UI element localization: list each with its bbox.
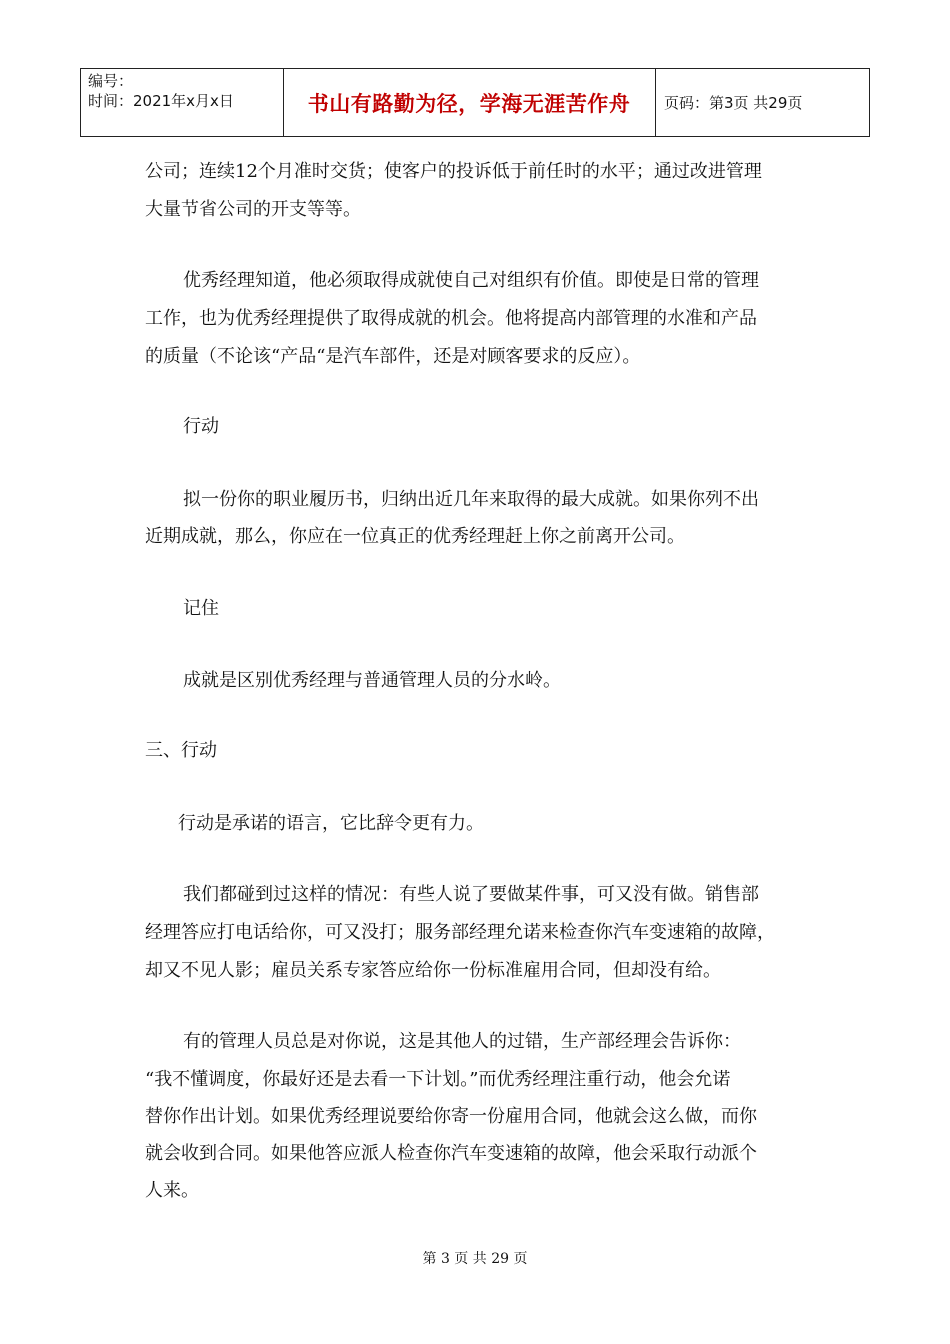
header-divider [655,68,656,136]
header-divider [869,68,870,136]
body-line: 公司；连续12个月准时交货；使客户的投诉低于前任时的水平；通过改进管理 [145,161,762,182]
body-line: 近期成就，那么，你应在一位真正的优秀经理赶上你之前离开公司。 [145,526,685,547]
body-line: 替你作出计划。如果优秀经理说要给你寄一份雇用合同，他就会这么做，而你 [145,1106,757,1127]
body-line: 就会收到合同。如果他答应派人检查你汽车变速箱的故障，他会采取行动派个 [145,1143,757,1164]
body-line: 优秀经理知道，他必须取得成就使自己对组织有价值。即使是日常的管理 [183,270,759,291]
body-line: 行动是承诺的语言，它比辞令更有力。 [178,813,484,834]
body-line: 大量节省公司的开支等等。 [145,199,361,220]
body-line: 却又不见人影；雇员关系专家答应给你一份标准雇用合同，但却没有给。 [145,960,721,981]
body-line: 工作，也为优秀经理提供了取得成就的机会。他将提高内部管理的水准和产品 [145,308,757,329]
body-line: 成就是区别优秀经理与普通管理人员的分水岭。 [183,670,561,691]
document-number-label: 编号： [88,72,134,90]
header-motto: 书山有路勤为径，学海无涯苦作舟 [307,92,631,116]
document-date: 时间：2021年x月x日 [88,92,234,110]
page-footer: 第 3 页 共 29 页 [422,1251,528,1267]
header-meta [88,71,234,111]
body-line: 经理答应打电话给你，可又没打；服务部经理允诺来检查你汽车变速箱的故障， [145,922,775,943]
header-top-rule [80,68,870,69]
body-line: 拟一份你的职业履历书，归纳出近几年来取得的最大成就。如果你列不出 [183,489,759,510]
section-heading: 记住 [183,598,219,619]
body-line: 的质量（不论该“产品“是汽车部件，还是对顾客要求的反应）。 [145,346,641,367]
body-line: 人来。 [145,1180,199,1201]
header-page-info: 页码：第3页 共29页 [664,94,803,112]
body-line: 有的管理人员总是对你说，这是其他人的过错，生产部经理会告诉你： [183,1031,741,1052]
header-bottom-rule [80,136,870,137]
header-divider [80,68,81,136]
body-line: 我们都碰到过这样的情况：有些人说了要做某件事，可又没有做。销售部 [183,884,759,905]
section-heading: 三、行动 [145,740,217,761]
section-heading: 行动 [183,416,219,437]
body-line: “我不懂调度，你最好还是去看一下计划。”而优秀经理注重行动，他会允诺 [145,1069,731,1090]
